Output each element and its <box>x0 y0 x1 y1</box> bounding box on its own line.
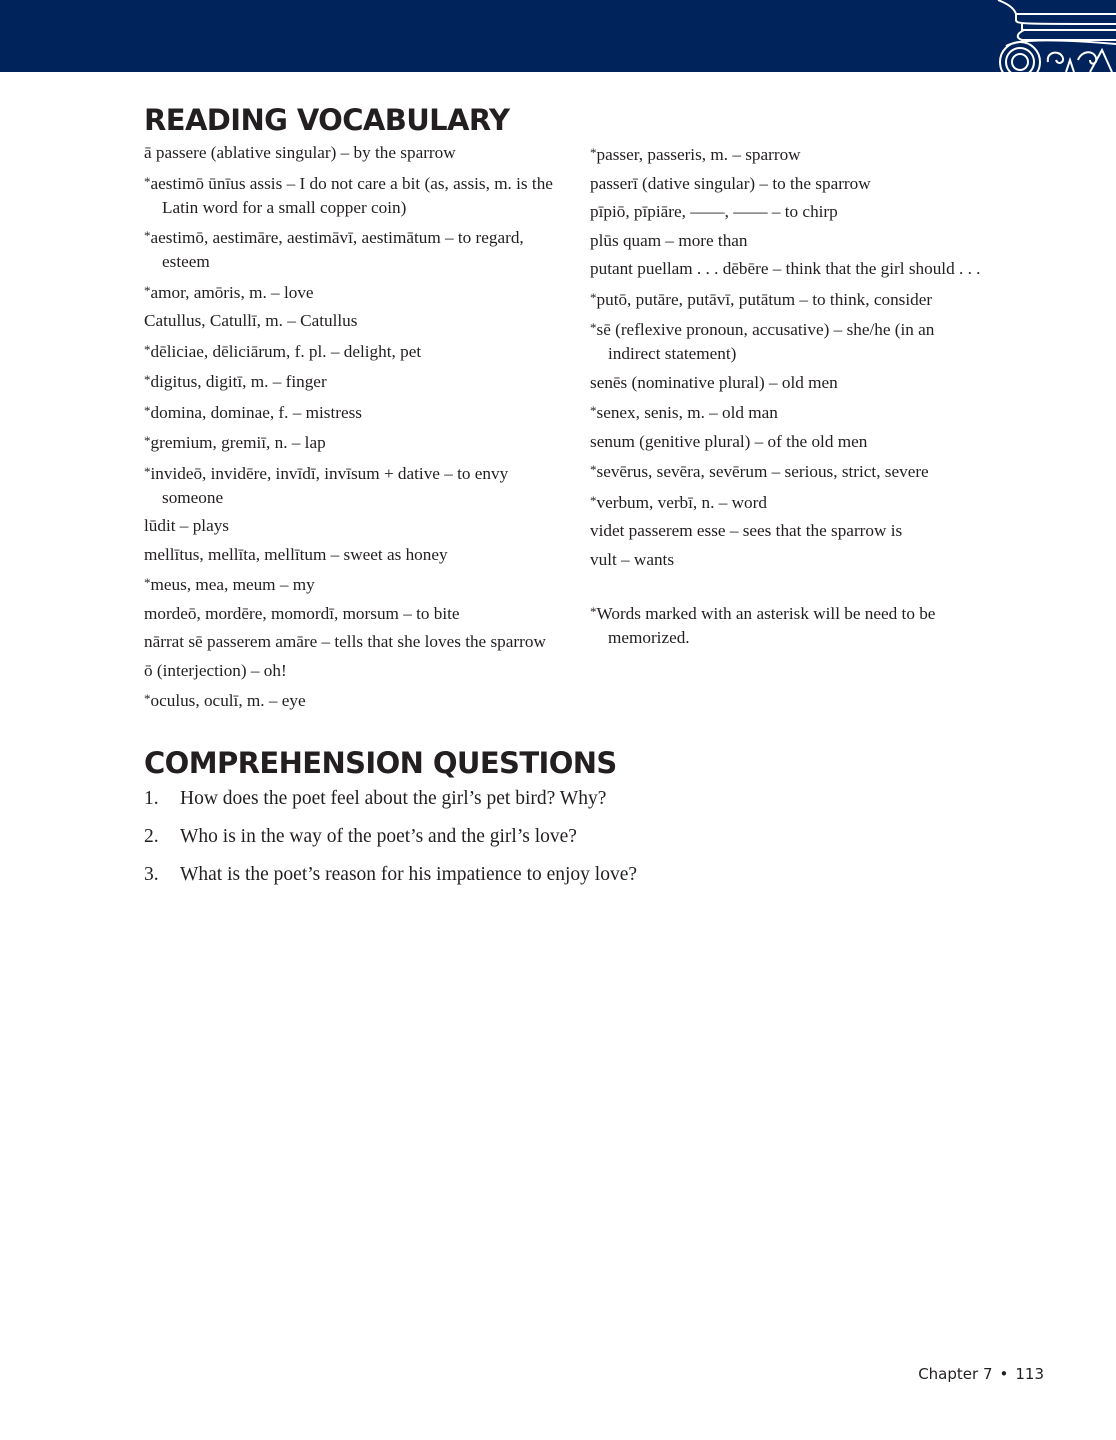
vocabulary-entry <box>144 338 569 364</box>
vocabulary-entry <box>590 172 985 196</box>
question-number: 1. <box>144 788 159 809</box>
vocabulary-entry-text: dēliciae, dēliciārum, f. pl. – delight, pet <box>150 341 422 361</box>
question-item <box>144 860 844 898</box>
vocabulary-entry <box>590 399 985 425</box>
vocabulary-entry-text: sevērus, sevēra, sevērum – serious, strict, severe <box>596 462 929 481</box>
vocabulary-entry-text: amor, amōris, m. – love <box>150 282 314 302</box>
vocabulary-entry-text: Catullus, Catullī, m. – Catullus <box>144 311 358 330</box>
memorize-asterisk: * <box>144 691 151 706</box>
asterisk-footnote <box>590 600 985 650</box>
memorize-asterisk: * <box>144 575 151 590</box>
vocabulary-entry-text: gremium, gremiī, n. – lap <box>150 433 326 452</box>
vocabulary-entry-text: senum (genitive plural) – of the old men <box>590 431 868 451</box>
memorize-asterisk: * <box>590 289 597 305</box>
vocabulary-entry <box>590 286 985 312</box>
question-number: 3. <box>144 864 159 885</box>
vocabulary-entry <box>590 316 985 366</box>
vocabulary-entry-text: ā passere (ablative singular) – by the sparrow <box>144 143 456 162</box>
vocabulary-entry <box>590 458 985 484</box>
memorize-asterisk: * <box>144 372 151 387</box>
vocabulary-entry <box>144 279 569 305</box>
vocabulary-entry-text: vult – wants <box>590 549 675 569</box>
question-text: How does the poet feel about the girl’s pet bird? Why? <box>180 788 607 809</box>
vocabulary-entry <box>144 602 569 626</box>
vocabulary-entry <box>590 548 985 572</box>
memorize-asterisk: * <box>590 320 597 335</box>
vocabulary-entry-text: mordeō, mordēre, momordī, morsum – to bite <box>144 603 460 623</box>
page-number: 113 <box>1015 1365 1044 1383</box>
vocabulary-entry <box>144 141 569 165</box>
vocabulary-entry <box>590 257 985 281</box>
vocabulary-entry-text: plūs quam – more than <box>590 230 748 250</box>
vocabulary-entry <box>144 514 569 538</box>
memorize-asterisk: * <box>144 341 151 357</box>
vocabulary-entry <box>590 430 985 454</box>
memorize-asterisk: * <box>590 603 597 619</box>
vocabulary-entry-text: invideō, invidēre, invīdī, invīsum + dative – to envy someone <box>150 463 509 507</box>
question-item <box>144 784 844 822</box>
vocabulary-entry-text: meus, mea, meum – my <box>150 575 315 594</box>
vocabulary-entry-text: senēs (nominative plural) – old men <box>590 372 838 392</box>
vocabulary-entry-text: oculus, oculī, m. – eye <box>150 691 306 710</box>
page-footer <box>918 1365 1044 1383</box>
vocabulary-entry <box>590 489 985 515</box>
vocabulary-left-column <box>144 141 569 718</box>
chapter-label: Chapter 7 <box>918 1365 993 1383</box>
memorize-asterisk: * <box>144 228 151 243</box>
vocabulary-entry <box>590 200 985 224</box>
memorize-asterisk: * <box>590 492 597 508</box>
vocabulary-entry <box>144 571 569 597</box>
vocabulary-entry <box>144 687 569 713</box>
memorize-asterisk: * <box>144 463 151 479</box>
vocabulary-entry-text: digitus, digitī, m. – finger <box>150 372 327 391</box>
vocabulary-entry <box>144 224 569 274</box>
vocabulary-entry-text: aestimō, aestimāre, aestimāvī, aestimātum – to regard, esteem <box>150 228 524 271</box>
comprehension-question-list <box>144 784 844 898</box>
footer-separator: • <box>999 1365 1009 1383</box>
vocabulary-entry <box>144 630 569 654</box>
footnote-text: Words marked with an asterisk will be need to be memorized. <box>596 603 936 647</box>
memorize-asterisk: * <box>590 403 597 418</box>
vocabulary-entry-text: lūdit – plays <box>144 516 229 535</box>
vocabulary-entry <box>144 543 569 567</box>
vocabulary-entry-text: nārrat sē passerem amāre – tells that she loves the sparrow <box>144 632 546 651</box>
vocabulary-entry-text: putant puellam . . . dēbēre – think that the girl should . . . <box>590 259 981 278</box>
question-text: What is the poet’s reason for his impatience to enjoy love? <box>180 864 638 885</box>
section-title-reading-vocabulary: READING VOCABULARY <box>144 103 510 137</box>
vocabulary-entry-text: mellītus, mellīta, mellītum – sweet as honey <box>144 544 448 564</box>
vocabulary-entry <box>144 429 569 455</box>
vocabulary-right-column <box>590 141 985 654</box>
vocabulary-entry-text: domina, dominae, f. – mistress <box>150 402 362 422</box>
memorize-asterisk: * <box>144 402 151 418</box>
vocabulary-entry-text: senex, senis, m. – old man <box>596 403 778 422</box>
section-title-comprehension-questions: COMPREHENSION QUESTIONS <box>144 746 617 780</box>
memorize-asterisk: * <box>144 282 151 298</box>
question-item <box>144 822 844 860</box>
vocabulary-entry <box>144 309 569 333</box>
vocabulary-entry-text: pīpiō, pīpiāre, ——, —— – to chirp <box>590 202 838 221</box>
question-text: Who is in the way of the poet’s and the girl’s love? <box>180 826 577 847</box>
vocabulary-entry <box>590 141 985 167</box>
vocabulary-entry-text: ō (interjection) – oh! <box>144 660 287 680</box>
memorize-asterisk: * <box>590 145 597 160</box>
vocabulary-entry-text: sē (reflexive pronoun, accusative) – she/he (in an indirect statement) <box>596 320 935 363</box>
vocabulary-entry-text: passer, passeris, m. – sparrow <box>596 145 801 164</box>
vocabulary-entry <box>144 368 569 394</box>
vocabulary-entry-text: videt passerem esse – sees that the sparrow is <box>590 521 903 540</box>
memorize-asterisk: * <box>590 462 597 477</box>
vocabulary-entry-text: passerī (dative singular) – to the sparrow <box>590 173 871 193</box>
vocabulary-entry <box>144 460 569 510</box>
vocabulary-entry <box>590 229 985 253</box>
vocabulary-entry <box>144 170 569 220</box>
memorize-asterisk: * <box>144 433 151 448</box>
vocabulary-entry <box>144 659 569 683</box>
vocabulary-entry <box>590 371 985 395</box>
vocabulary-entry-text: verbum, verbī, n. – word <box>596 492 767 512</box>
vocabulary-entry <box>590 519 985 543</box>
question-number: 2. <box>144 826 159 847</box>
header-band <box>0 0 1116 72</box>
vocabulary-entry <box>144 399 569 425</box>
memorize-asterisk: * <box>144 173 151 189</box>
ionic-column-capital-icon <box>986 0 1116 72</box>
vocabulary-entry-text: aestimō ūnīus assis – I do not care a bit (as, assis, m. is the Latin word for a small copper coin) <box>150 173 553 217</box>
vocabulary-entry-text: putō, putāre, putāvī, putātum – to think, consider <box>596 289 933 309</box>
